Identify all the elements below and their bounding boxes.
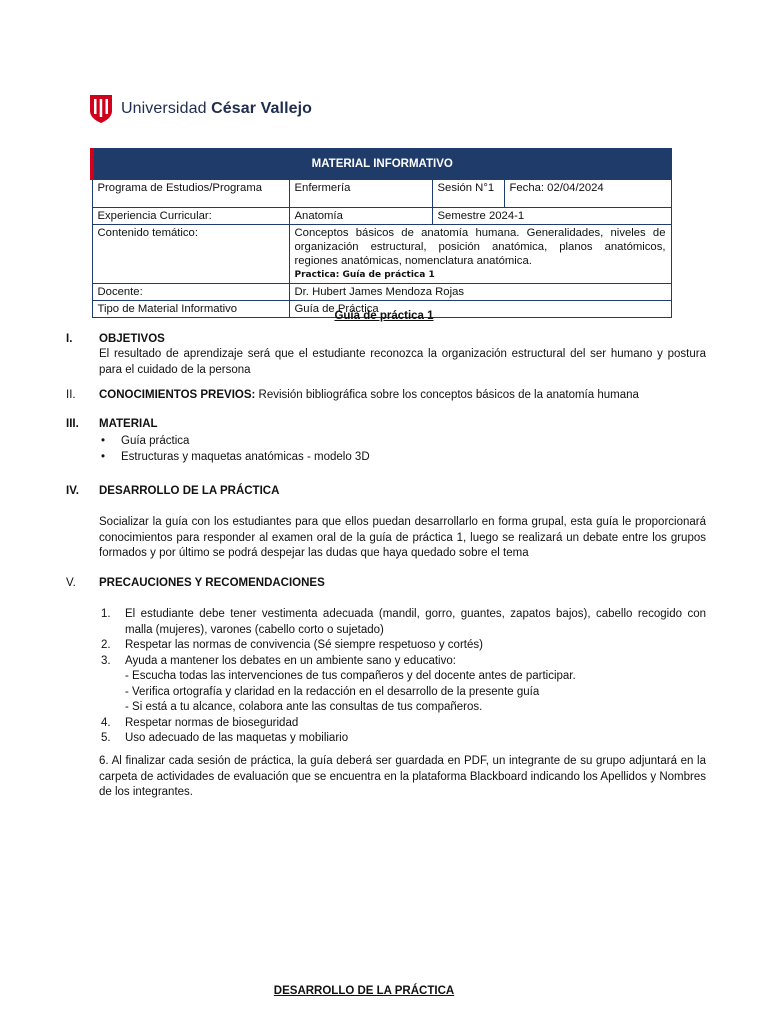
objetivos-text: El resultado de aprendizaje será que el estudiante reconozca la organización estructural del ser humano y postura para el cuidado de la persona [99,348,706,376]
table-header: MATERIAL INFORMATIVO [92,149,671,180]
content-practice-line: Practica: Guía de práctica 1 [294,270,435,280]
section-number: V. [66,577,76,589]
previos-text: Revisión bibliográfica sobre los conceptos básicos de la anatomía humana [255,389,639,401]
section-number: III. [66,418,79,430]
date-cell: Fecha: 02/04/2024 [504,180,671,208]
list-item: 1. El estudiante debe tener vestimenta adecuada (mandil, gorro, guantes, zapatos bajos), cabello recogido con malla (mujeres), varones (cabello corto o sujetado) [101,608,706,636]
teacher-value: Dr. Hubert James Mendoza Rojas [289,284,671,301]
subline: - Escucha todas las intervenciones de tus compañeros y del docente antes de participar. [125,670,576,682]
section-title: OBJETIVOS [99,333,165,345]
university-logo [90,95,312,123]
section-title: PRECAUCIONES Y RECOMENDACIONES [99,577,325,589]
list-item: • Guía práctica [99,434,706,450]
guide-title: Guía de práctica 1 [334,310,434,322]
desarrollo-text: Socializar la guía con los estudiantes para que ellos puedan desarrollarlo en forma grupal, esta guía le proporcionará conocimientos para responder al examen oral de la guía de práctica 1, luego se realizará un debate entre los grupos formados y por último se podrá despejar las dudas que haya quedado sobre el tema [99,516,706,559]
teacher-label: Docente: [92,284,289,301]
program-label: Programa de Estudios/Programa [92,180,289,208]
content-cell [289,225,671,284]
list-item: 3. Ayuda a mantener los debates en un ambiente sano y educativo: [101,654,456,667]
section-title: MATERIAL [99,418,158,430]
final-note: 6. Al finalizar cada sesión de práctica, la guía deberá ser guardada en PDF, un integrante de su grupo adjuntará en la carpeta de actividades de evaluación que se encuentra en la plataforma Blackboard indicando los Apellidos y Nombres de los integrantes. [99,755,706,798]
list-item: 5. Uso adecuado de las maquetas y mobiliario [101,732,349,744]
subline: - Verifica ortografía y claridad en la redacción en el desarrollo de la presente guía [125,685,540,698]
list-item: 2. Respetar las normas de convivencia (Sé siempre respetuoso y cortés) [101,639,483,651]
material-info-table [90,148,672,318]
experience-label: Experiencia Curricular: [92,208,289,225]
semester-cell: Semestre 2024-1 [432,208,671,225]
session-cell: Sesión N°1 [432,180,504,208]
precauciones-list-container [99,607,706,747]
university-name: Universidad César Vallejo [121,100,313,117]
section-title: CONOCIMIENTOS PREVIOS: [99,389,256,401]
section-number: I. [66,333,73,345]
material-list [99,434,706,465]
material-type-value: Guía de Práctica [289,301,671,318]
precauciones-list [99,607,706,669]
section-number: II. [66,389,76,401]
subline: - Si está a tu alcance, colabora ante las consultas de tus compañeros. [125,701,483,713]
material-type-label: Tipo de Material Informativo [92,301,289,318]
section-number: IV. [66,485,80,497]
section-line [99,389,639,401]
material-list-container [99,434,706,465]
content-label: Contenido temático: [92,225,289,284]
section-title: DESARROLLO DE LA PRÁCTICA [99,485,280,497]
footer-section-title: DESARROLLO DE LA PRÁCTICA [273,985,455,997]
program-value: Enfermería [289,180,432,208]
list-item: 4. Respetar normas de bioseguridad [101,716,299,729]
precauciones-list-continued [99,716,706,747]
list-item: • Estructuras y maquetas anatómicas - modelo 3D [99,450,706,466]
experience-value: Anatomía [289,208,432,225]
content-value: Conceptos básicos de anatomía humana. Generalidades, niveles de organización estructural, posición anatómica, planos anatómicos, regiones anatómicas, nomenclatura anatómica. [294,227,666,267]
university-shield-icon [90,95,112,123]
